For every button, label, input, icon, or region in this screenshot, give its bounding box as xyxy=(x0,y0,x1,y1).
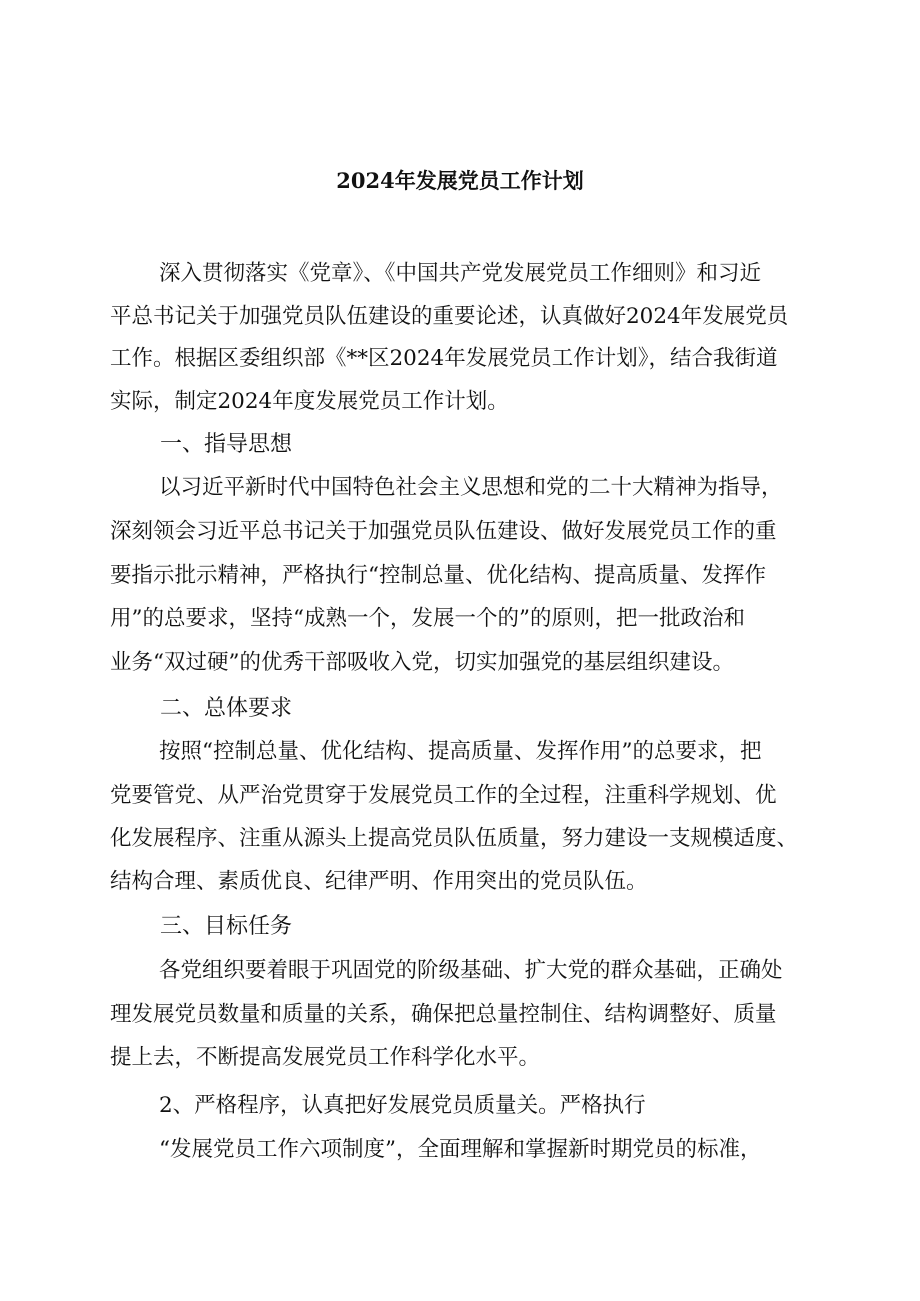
section-line: 化发展程序、注重从源头上提高党员队伍质量，努力建设一支规模适度、 xyxy=(110,826,799,851)
section-line: 业务“双过硬”的优秀干部吸收入党，切实加强党的基层组织建设。 xyxy=(110,650,734,675)
section-line: 党要管党、从严治党贯穿于发展党员工作的全过程，注重科学规划、优 xyxy=(110,783,777,808)
intro-line: 平总书记关于加强党员队伍建设的重要论述，认真做好2024年发展党员 xyxy=(110,304,789,329)
section-heading: 一、指导思想 xyxy=(160,432,293,457)
intro-line: 工作。根据区委组织部《**区2024年发展党员工作计划》，结合我街道 xyxy=(110,346,778,371)
section-heading: 二、总体要求 xyxy=(160,696,293,721)
section-line: 要指示批示精神，严格执行“控制总量、优化结构、提高质量、发挥作 xyxy=(110,563,766,588)
section-line: 结构合理、素质优良、纪律严明、作用突出的党员队伍。 xyxy=(110,869,648,894)
section-line: 用”的总要求，坚持“成熟一个，发展一个的”的原则，把一批政治和 xyxy=(110,606,745,631)
section-line: 按照“控制总量、优化结构、提高质量、发挥作用”的总要求，把 xyxy=(159,739,762,764)
section-line: 以习近平新时代中国特色社会主义思想和党的二十大精神为指导， xyxy=(159,475,783,500)
section-line: 深刻领会习近平总书记关于加强党员队伍建设、做好发展党员工作的重 xyxy=(110,519,777,544)
item-line: “发展党员工作六项制度”，全面理解和掌握新时期党员的标准， xyxy=(159,1137,762,1162)
section-line: 提上去，不断提高发展党员工作科学化水平。 xyxy=(110,1045,541,1070)
item-line: 2、严格程序，认真把好发展党员质量关。严格执行 xyxy=(159,1093,646,1118)
section-line: 各党组织要着眼于巩固党的阶级基础、扩大党的群众基础，正确处 xyxy=(159,958,783,983)
section-heading: 三、目标任务 xyxy=(160,914,293,939)
intro-line: 实际，制定2024年度发展党员工作计划。 xyxy=(110,389,509,414)
document-title: 2024年发展党员工作计划 xyxy=(336,168,584,193)
section-line: 理发展党员数量和质量的关系，确保把总量控制住、结构调整好、质量 xyxy=(110,1002,777,1027)
intro-line: 深入贯彻落实《党章》、《中国共产党发展党员工作细则》和习近 xyxy=(159,261,762,286)
